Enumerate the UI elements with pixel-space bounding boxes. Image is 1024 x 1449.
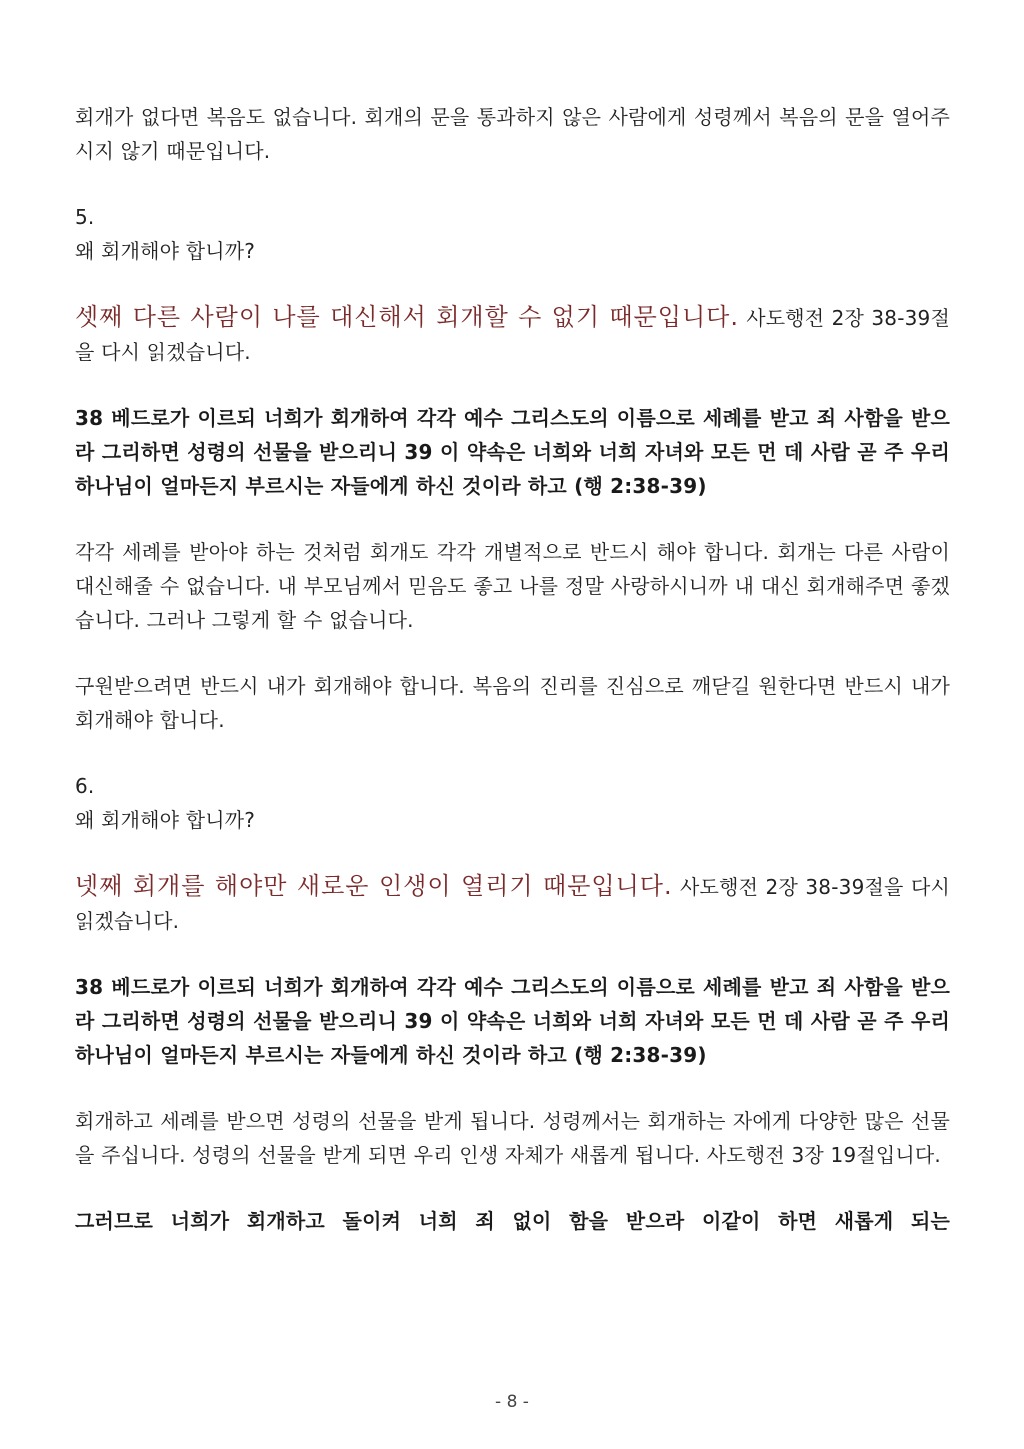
page-number: - 8 - — [495, 1392, 529, 1412]
scripture-quote-acts-2-38-39: 38 베드로가 이르되 너희가 회개하여 각각 예수 그리스도의 이름으로 세례를 받고 죄 사함을 받으라 그리하면 성령의 선물을 받으리니 39 이 약속은 너희와 너희 자녀와 모든 먼 데 사람 곧 주 우리 하나님이 얼마든지 부르시는 자들에게 하신 것이라 하고 (행 2:38-39) — [75, 406, 950, 498]
paragraph-gift-of-spirit: 회개하고 세례를 받으면 성령의 선물을 받게 됩니다. 성령께서는 회개하는 자에게 다양한 많은 선물을 주십니다. 성령의 선물을 받게 되면 우리 인생 자체가 새롭게 됩니다. 사도행전 3장 19절입니다. — [75, 1109, 950, 1167]
scripture-quote-acts-2-38-39-repeat: 38 베드로가 이르되 너희가 회개하여 각각 예수 그리스도의 이름으로 세례를 받고 죄 사함을 받으라 그리하면 성령의 선물을 받으리니 39 이 약속은 너희와 너희 자녀와 모든 먼 데 사람 곧 주 우리 하나님이 얼마든지 부르시는 자들에게 하신 것이라 하고 (행 2:38-39) — [75, 975, 950, 1067]
section-question-6: 왜 회개해야 합니까? — [75, 808, 256, 832]
document-body — [75, 100, 950, 1238]
heading-third-reason — [75, 300, 950, 369]
section-number-5: 5. — [75, 205, 95, 229]
paragraph-must-repent: 구원받으려면 반드시 내가 회개해야 합니다. 복음의 진리를 진심으로 깨닫길 원한다면 반드시 내가 회개해야 합니다. — [75, 674, 950, 732]
heading-fourth-reason — [75, 869, 950, 938]
heading-third-reason-title: 셋째 다른 사람이 나를 대신해서 회개할 수 없기 때문입니다. — [75, 303, 739, 331]
heading-fourth-reason-reference: 사도행전 2장 38-39절을 다시 읽겠습니다. — [75, 875, 950, 933]
paragraph-individual-repentance: 각각 세례를 받아야 하는 것처럼 회개도 각각 개별적으로 반드시 해야 합니다. 회개는 다른 사람이 대신해줄 수 없습니다. 내 부모님께서 믿음도 좋고 나를 정말 사랑하시니까 내 대신 회개해주면 좋겠습니다. 그러나 그렇게 할 수 없습니다. — [75, 540, 950, 632]
heading-third-reason-reference: 사도행전 2장 38-39절을 다시 읽겠습니다. — [75, 306, 950, 364]
paragraph-no-gospel-without-repentance: 회개가 없다면 복음도 없습니다. 회개의 문을 통과하지 않은 사람에게 성령께서 복음의 문을 열어주시지 않기 때문입니다. — [75, 105, 950, 163]
heading-fourth-reason-title: 넷째 회개를 해야만 새로운 인생이 열리기 때문입니다. — [75, 872, 673, 900]
section-question-5: 왜 회개해야 합니까? — [75, 239, 256, 263]
scripture-quote-acts-3-19: 그러므로 너희가 회개하고 돌이켜 너희 죄 없이 함을 받으라 이같이 하면 새롭게 되는 — [75, 1209, 950, 1233]
section-number-6: 6. — [75, 774, 95, 798]
